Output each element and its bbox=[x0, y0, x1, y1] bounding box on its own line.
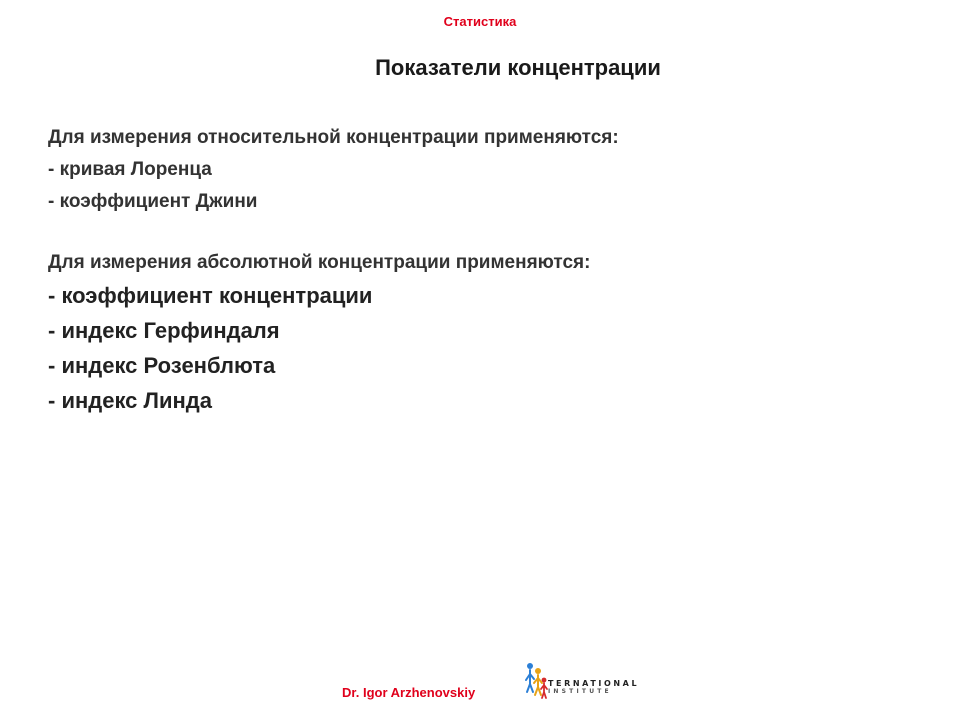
list-item: - коэффициент концентрации bbox=[48, 283, 373, 308]
absolute-heading: Для измерения абсолютной концентрации применяются: bbox=[48, 252, 591, 273]
people-figures-logo-icon bbox=[524, 660, 550, 702]
relative-heading: Для измерения относительной концентрации применяются: bbox=[48, 127, 619, 148]
logo-text-line2: INSTITUTE bbox=[548, 688, 612, 695]
relative-concentration-block bbox=[48, 122, 619, 218]
institute-logo bbox=[524, 660, 640, 702]
list-item: - индекс Герфиндаля bbox=[48, 318, 280, 343]
list-item: - индекс Линда bbox=[48, 388, 212, 413]
footer-author: Dr. Igor Arzhenovskiy bbox=[342, 685, 476, 700]
slide-header-subject: Статистика bbox=[443, 14, 517, 29]
list-item: - кривая Лоренца bbox=[48, 159, 212, 180]
list-item: - коэффициент Джини bbox=[48, 191, 258, 212]
list-item: - индекс Розенблюта bbox=[48, 353, 276, 378]
slide-title: Показатели концентрации bbox=[375, 55, 661, 80]
logo-text-line1: TERNATIONAL bbox=[548, 679, 640, 688]
absolute-concentration-block bbox=[48, 248, 590, 418]
